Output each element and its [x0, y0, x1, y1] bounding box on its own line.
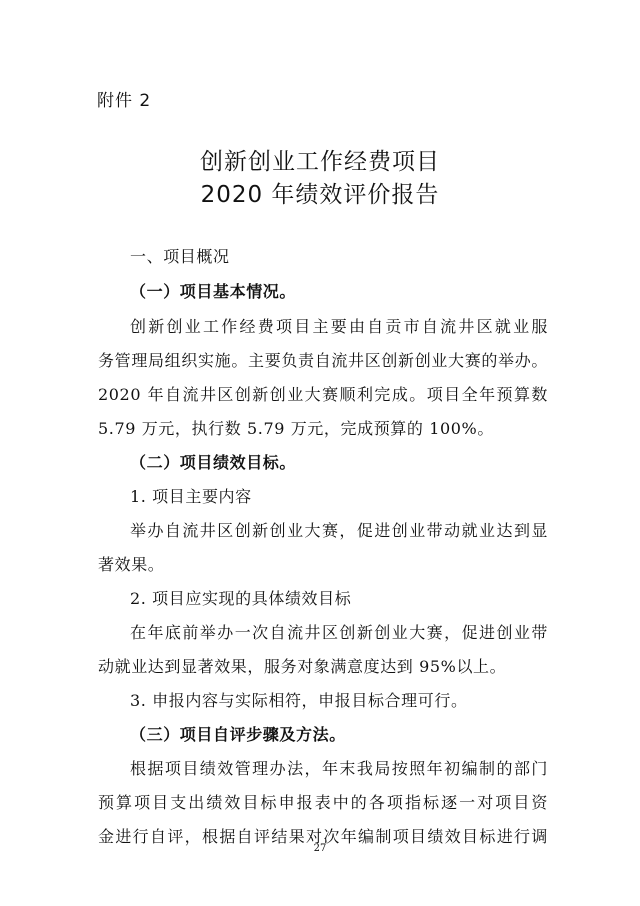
subsection-3-heading: （三）项目自评步骤及方法。 [130, 725, 346, 744]
paragraph-line: 5.79 万元，执行数 5.79 万元，完成预算的 100%。 [98, 419, 494, 438]
subsection-2-heading: （二）项目绩效目标。 [130, 453, 297, 472]
paragraph-line: 根据项目绩效管理办法，年末我局按照年初编制的部门 [130, 759, 548, 778]
report-title-line-2: 2020 年绩效评价报告 [200, 182, 440, 208]
paragraph-line: 务管理局组织实施。主要负责自流井区创新创业大赛的举办。 [98, 351, 548, 370]
paragraph-line: 2020 年自流井区创新创业大赛顺利完成。项目全年预算数 [98, 385, 548, 404]
paragraph-line: 预算项目支出绩效目标申报表中的各项指标逐一对项目资 [98, 793, 548, 812]
paragraph-line: 举办自流井区创新创业大赛，促进创业带动就业达到显 [130, 521, 548, 540]
page-number: 27 [313, 843, 327, 854]
paragraph-line: 动就业达到显著效果，服务对象满意度达到 95%以上。 [98, 657, 507, 676]
item-2-title: 2. 项目应实现的具体绩效目标 [130, 589, 352, 608]
item-1-title: 1. 项目主要内容 [130, 487, 252, 506]
report-title-line-1: 创新创业工作经费项目 [200, 149, 440, 175]
item-3-text: 3. 申报内容与实际相符，申报目标合理可行。 [130, 691, 468, 710]
paragraph-line: 创新创业工作经费项目主要由自贡市自流井区就业服 [130, 317, 548, 336]
subsection-1-heading: （一）项目基本情况。 [130, 282, 297, 301]
paragraph-line: 在年底前举办一次自流井区创新创业大赛，促进创业带 [130, 623, 548, 642]
paragraph-line: 著效果。 [98, 555, 165, 574]
attachment-label: 附件 2 [97, 91, 152, 111]
section-1-heading: 一、项目概况 [130, 247, 230, 266]
paragraph-line: 金进行自评，根据自评结果对次年编制项目绩效目标进行调 [98, 827, 548, 846]
